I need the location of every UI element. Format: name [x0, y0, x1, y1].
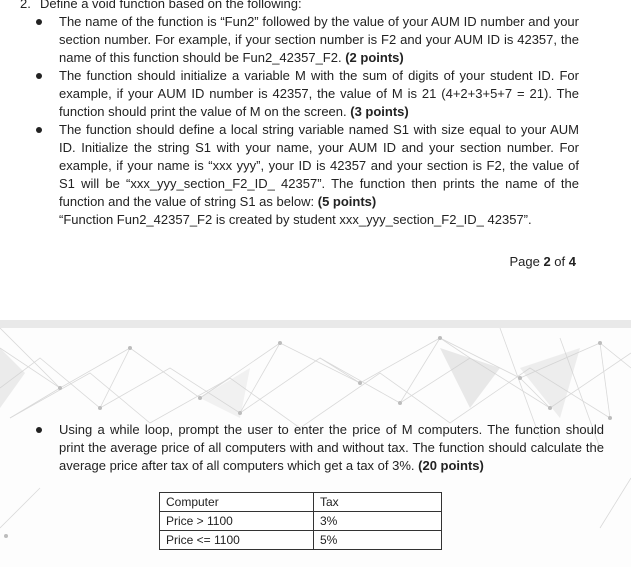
list-item — [34, 121, 579, 229]
table-row — [160, 531, 442, 550]
bullet-icon — [36, 127, 42, 133]
bullet-text: The name of the function is “Fun2” followed by the value of your AUM ID number and your section number. For example, if your section number is F2 and your AUM ID is 42357, the name of this function should be Fun2_42357_F2. — [59, 14, 579, 65]
points-label: (20 points) — [418, 458, 484, 473]
question-heading — [20, 0, 302, 12]
page-of: of — [550, 254, 569, 269]
bullet-icon — [36, 73, 42, 79]
column-header: Computer — [160, 493, 314, 512]
table-header-row — [160, 493, 442, 512]
page-2 — [0, 328, 631, 567]
points-label: (2 points) — [345, 50, 404, 65]
page-separator — [0, 320, 631, 328]
page-number — [509, 254, 576, 269]
table-cell: Price > 1100 — [160, 512, 314, 531]
page-total: 4 — [568, 254, 576, 269]
question-number: 2. — [20, 0, 31, 11]
question-text: Define a void function based on the following: — [40, 0, 302, 11]
bullet-text: The function should initialize a variable M with the sum of digits of your student ID. For example, if your AUM ID number is 42357, the value of M is 21 (4+2+3+5+7 = 21). The function should print the value of M on the screen. — [59, 68, 579, 119]
page-prefix: Page — [509, 254, 544, 269]
bullet-icon — [36, 427, 42, 433]
tax-table — [159, 492, 442, 550]
list-item — [34, 67, 579, 121]
example-output: “Function Fun2_42357_F2 is created by student xxx_yyy_section_F2_ID_ 42357”. — [59, 212, 532, 227]
page-current: 2 — [543, 254, 551, 269]
table-cell: 5% — [314, 531, 442, 550]
points-label: (3 points) — [350, 104, 409, 119]
bullet-text: The function should define a local string variable named S1 with size equal to your AUM ID. Initialize the string S1 with your name, your AUM ID and your section number. For example, if your name is “xxx yyy”, your ID is 42357 and your section is F2, the value of S1 will be “xxx_yyy_section_F2_ID_ 42357”. The function then prints the name of the function and the value of string S1 as below: — [59, 122, 579, 209]
bullet-text: Using a while loop, prompt the user to enter the price of M computers. The function should print the average price of all computers with and without tax. The function should calculate the average price after tax of all computers which get a tax of 3%. — [59, 422, 604, 473]
table-cell: Price <= 1100 — [160, 531, 314, 550]
requirements-list — [34, 13, 579, 229]
list-item — [34, 13, 579, 67]
table-row — [160, 512, 442, 531]
column-header: Tax — [314, 493, 442, 512]
loop-requirement — [34, 421, 604, 475]
table-cell: 3% — [314, 512, 442, 531]
points-label: (5 points) — [317, 194, 377, 209]
bullet-icon — [36, 19, 42, 25]
